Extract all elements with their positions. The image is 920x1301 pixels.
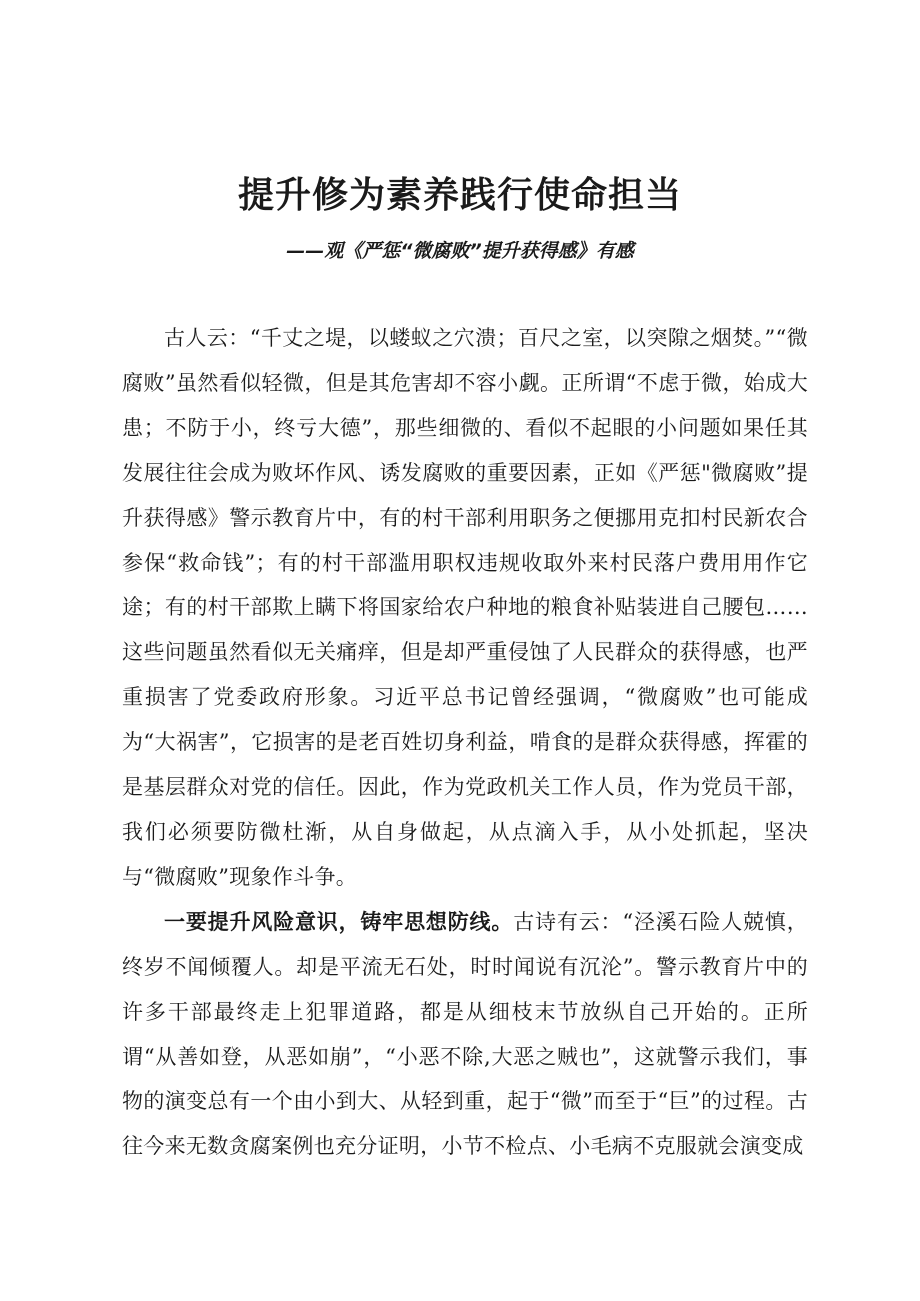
body-paragraph-2 <box>122 900 808 1169</box>
paragraph-2-text: 古诗有云：“泾溪石险人兢慎，终岁不闻倾覆人。却是平流无石处，时时闻说有沉沦”。警示教育片中的许多干部最终走上犯罪道路，都是从细枝末节放纵自己开始的。正所谓“从善如登，从恶如崩”，“小恶不除,大恶之贼也”，这就警示我们，事物的演变总有一个由小到大、从轻到重，起于“微”而至于“巨”的过程。古往今来无数贪腐案例也充分证明，小节不检点、小毛病不克服就会演变成 <box>122 909 808 1159</box>
body-paragraph-1 <box>122 316 808 900</box>
paragraph-2-lead: 一要提升风险意识，铸牢思想防线。 <box>164 909 514 934</box>
document-body <box>122 316 808 1169</box>
document-title: 提升修为素养践行使命担当 <box>237 175 682 216</box>
paragraph-1-text: 古人云：“千丈之堤，以蝼蚁之穴溃；百尺之室，以突隙之烟焚。”“微腐败”虽然看似轻微，但是其危害却不容小觑。正所谓“不虑于微，始成大患；不防于小，终亏大德”，那些细微的、看似不起眼的小问题如果任其发展往往会成为败坏作风、诱发腐败的重要因素，正如《严惩"微腐败”提升获得感》警示教育片中，有的村干部利用职务之便挪用克扣村民新农合参保“救命钱”；有的村干部滥用职权违规收取外来村民落户费用用作它途；有的村干部欺上瞒下将国家给农户种地的粮食补贴装进自己腰包……这些问题虽然看似无关痛痒，但是却严重侵蚀了人民群众的获得感，也严重损害了党委政府形象。习近平总书记曾经强调，“微腐败”也可能成为“大祸害”，它损害的是老百姓切身利益，啃食的是群众获得感，挥霍的是基层群众对党的信任。因此，作为党政机关工作人员，作为党员干部，我们必须要防微杜渐，从自身做起，从点滴入手，从小处抓起，坚决与“微腐败”现象作斗争。 <box>122 326 808 889</box>
document-subtitle: ——观《严惩“微腐败”提升获得感》有感 <box>286 240 634 262</box>
